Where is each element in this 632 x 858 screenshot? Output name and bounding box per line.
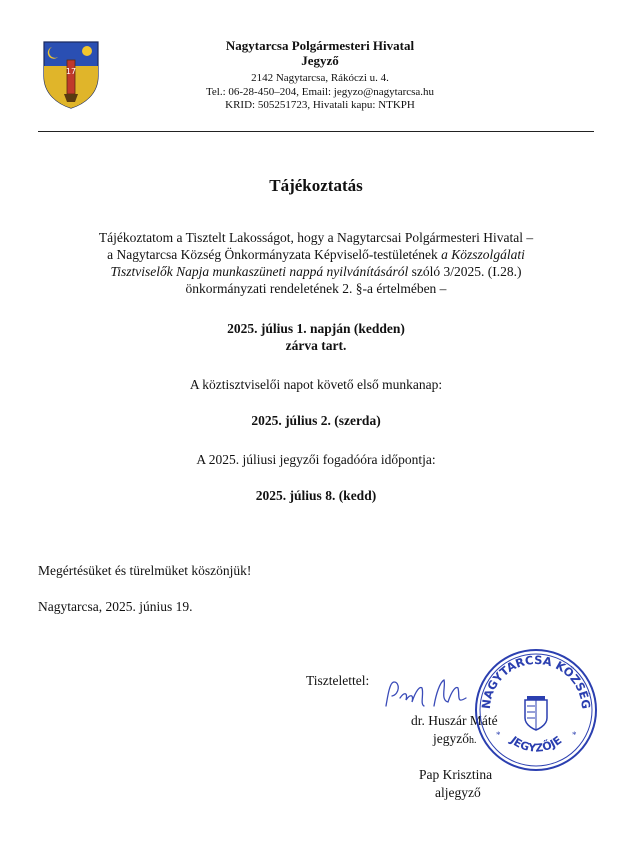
intro-line-1: Tájékoztatom a Tisztelt Lakosságot, hogy a Nagytarcsai Polgármesteri Hivatal – — [98, 230, 534, 245]
closed-status: zárva tart. — [285, 338, 347, 353]
next-day-label: A köztisztviselői napot követő első munkanap: — [189, 377, 443, 392]
svg-text:JEGYZŐJE — [507, 733, 564, 755]
org-name: Nagytarcsa Polgármesteri Hivatal — [225, 38, 415, 53]
org-address: 2142 Nagytarcsa, Rákóczi u. 4. — [251, 72, 389, 84]
thanks-text: Megértésüket és türelmüket köszönjük! — [38, 563, 252, 578]
org-ids: KRID: 505251723, Hivatali kapu: NTKPH — [225, 99, 415, 111]
greeting: Tisztelettel: — [306, 673, 370, 688]
org-contact: Tel.: 06-28-450–204, Email: jegyzo@nagytarcsa.hu — [205, 85, 435, 98]
intro-line-2: a Nagytarcsa Község Önkormányzata Képviselő-testületének a Közszolgálati — [107, 247, 525, 262]
official-stamp — [472, 640, 600, 774]
letterhead — [170, 38, 470, 113]
stamp-top-text: NAGYTARCSA KÖZSÉG — [478, 652, 594, 710]
stamp-star-right: * — [572, 730, 577, 740]
signer-1-role: jegyzőh. — [433, 731, 477, 746]
handwritten-signature — [378, 676, 474, 712]
reception-label: A 2025. júliusi jegyzői fogadóóra időpontja: — [196, 452, 436, 467]
intro-line-4: önkormányzati rendeletének 2. §-a értelmében – — [185, 281, 447, 296]
intro-paragraph — [40, 229, 592, 297]
place-date: Nagytarcsa, 2025. június 19. — [38, 599, 193, 614]
header-divider — [38, 131, 594, 132]
hungarian-coat-of-arms-icon — [525, 696, 547, 730]
intro-line-3: Tisztviselők Napja munkaszüneti nappá nyilvánításáról szóló 3/2025. (I.28.) — [110, 264, 522, 279]
closed-date: 2025. július 1. napján (kedden) — [227, 321, 405, 336]
signer-2-role: aljegyző — [435, 785, 481, 800]
municipal-crest — [40, 38, 102, 110]
crest-number: 17 — [65, 67, 77, 76]
org-role: Jegyző — [301, 53, 339, 68]
reception-date: 2025. július 8. (kedd) — [255, 488, 377, 503]
signer-1-name: dr. Huszár Máté — [411, 713, 498, 728]
next-day-date: 2025. július 2. (szerda) — [251, 413, 381, 428]
stamp-star-left: * — [496, 730, 501, 740]
stamp-bottom-text: JEGYZŐJE — [507, 733, 565, 755]
coat-of-arms-icon — [40, 38, 102, 110]
signer-2-name: Pap Krisztina — [419, 767, 493, 782]
document-title: Tájékoztatás — [269, 176, 363, 195]
